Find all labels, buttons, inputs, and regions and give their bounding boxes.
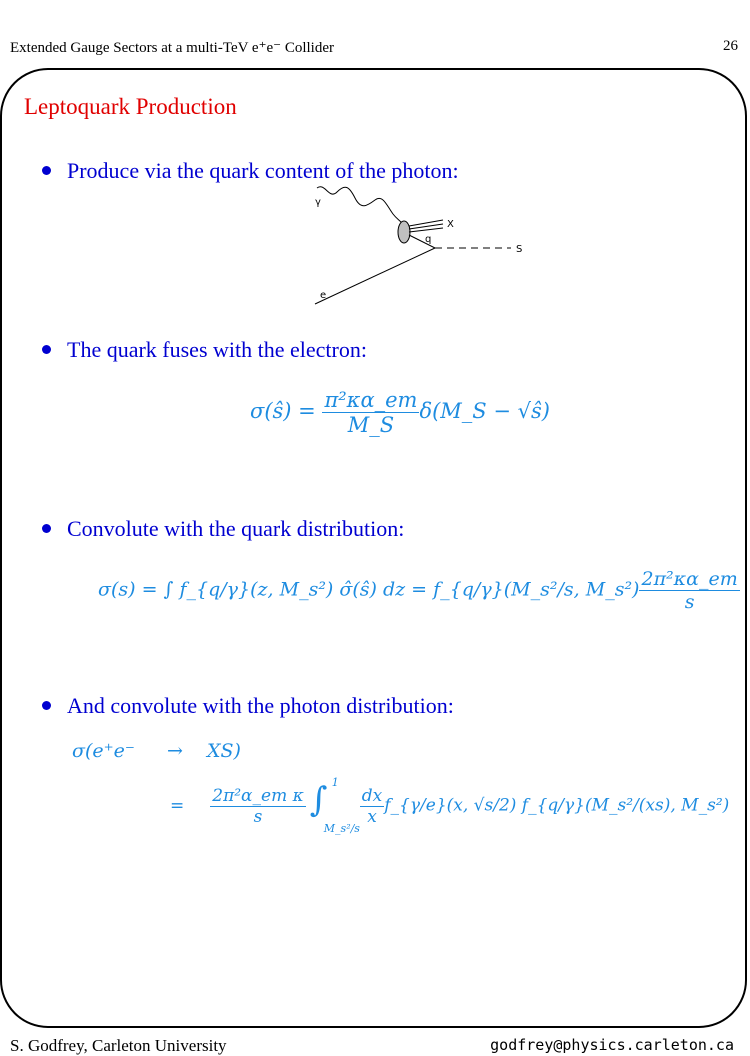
photon-blob xyxy=(398,221,410,243)
header-title: Extended Gauge Sectors at a multi-TeV e⁺e⁻ Collider xyxy=(10,40,334,56)
bullet-2-text: The quark fuses with the electron: xyxy=(67,337,367,362)
page-number: 26 xyxy=(723,38,738,54)
diagram-label-x: X xyxy=(447,219,454,230)
equation-3-line-1 xyxy=(72,740,241,762)
eq1-lhs: σ(ŝ) = xyxy=(250,399,323,423)
photon-line xyxy=(317,187,405,232)
eq2-numerator: 2π²κα_em xyxy=(641,568,738,590)
integral-sign: ∫ xyxy=(309,780,328,820)
bullet-dot xyxy=(42,345,51,354)
diagram-label-gamma: γ xyxy=(315,197,321,208)
eq3-prefactor-denominator: s xyxy=(253,806,263,827)
bullet-3 xyxy=(42,516,404,542)
bullet-dot xyxy=(42,166,51,175)
bullet-dot xyxy=(42,701,51,710)
diagram-label-e: e xyxy=(320,290,327,301)
bullet-2 xyxy=(42,337,367,363)
electron-line xyxy=(315,248,435,304)
eq3-line1-arrow: → xyxy=(166,740,183,762)
eq3-dx-fraction xyxy=(360,786,384,827)
eq1-denominator: M_S xyxy=(347,413,395,437)
equation-1 xyxy=(250,388,550,437)
eq3-dx-denominator: x xyxy=(367,806,377,827)
eq1-rhs: δ(M_S − √ŝ) xyxy=(419,399,550,423)
eq3-line1-rhs: XS) xyxy=(206,740,241,762)
eq3-prefactor-fraction xyxy=(210,786,306,827)
eq3-int-lower: M_s²/s xyxy=(323,822,360,835)
eq3-dx-numerator: dx xyxy=(361,785,383,806)
equation-2 xyxy=(98,568,740,613)
eq3-tail: f_{γ/e}(x, √s/2) f_{q/γ}(M_s²/(xs), M_s²) xyxy=(384,795,730,816)
eq2-denominator: s xyxy=(684,591,695,613)
eq1-numerator: π²κα_em xyxy=(324,388,418,412)
bullet-1-text: Produce via the quark content of the photon: xyxy=(67,158,459,183)
eq2-lhs: σ(s) = ∫ f_{q/γ}(z, M_s²) σ̂(ŝ) dz = f_{q/γ}(M_s²/s, M_s²) xyxy=(98,578,640,601)
eq3-line1-lhs: σ(e⁺e⁻ xyxy=(72,740,135,762)
eq2-fraction xyxy=(639,568,739,613)
eq3-prefactor-numerator: 2π²α_em κ xyxy=(212,785,304,806)
bullet-3-text: Convolute with the quark distribution: xyxy=(67,516,405,541)
footer-email: godfrey@physics.carleton.ca xyxy=(490,1036,734,1054)
eq3-integral xyxy=(309,776,360,836)
equation-3-line-2 xyxy=(170,776,729,836)
feynman-diagram xyxy=(305,180,530,310)
diagram-label-s: S xyxy=(516,244,523,255)
footer-author: S. Godfrey, Carleton University xyxy=(10,1036,227,1055)
bullet-4-text: And convolute with the photon distribution: xyxy=(67,693,454,718)
eq3-int-upper: 1 xyxy=(331,776,339,789)
diagram-label-q: q xyxy=(425,234,432,245)
eq1-fraction xyxy=(322,388,419,437)
slide-title: Leptoquark Production xyxy=(24,94,237,119)
eq3-line2-eq: = xyxy=(170,795,185,816)
bullet-dot xyxy=(42,524,51,533)
bullet-4 xyxy=(42,693,454,719)
